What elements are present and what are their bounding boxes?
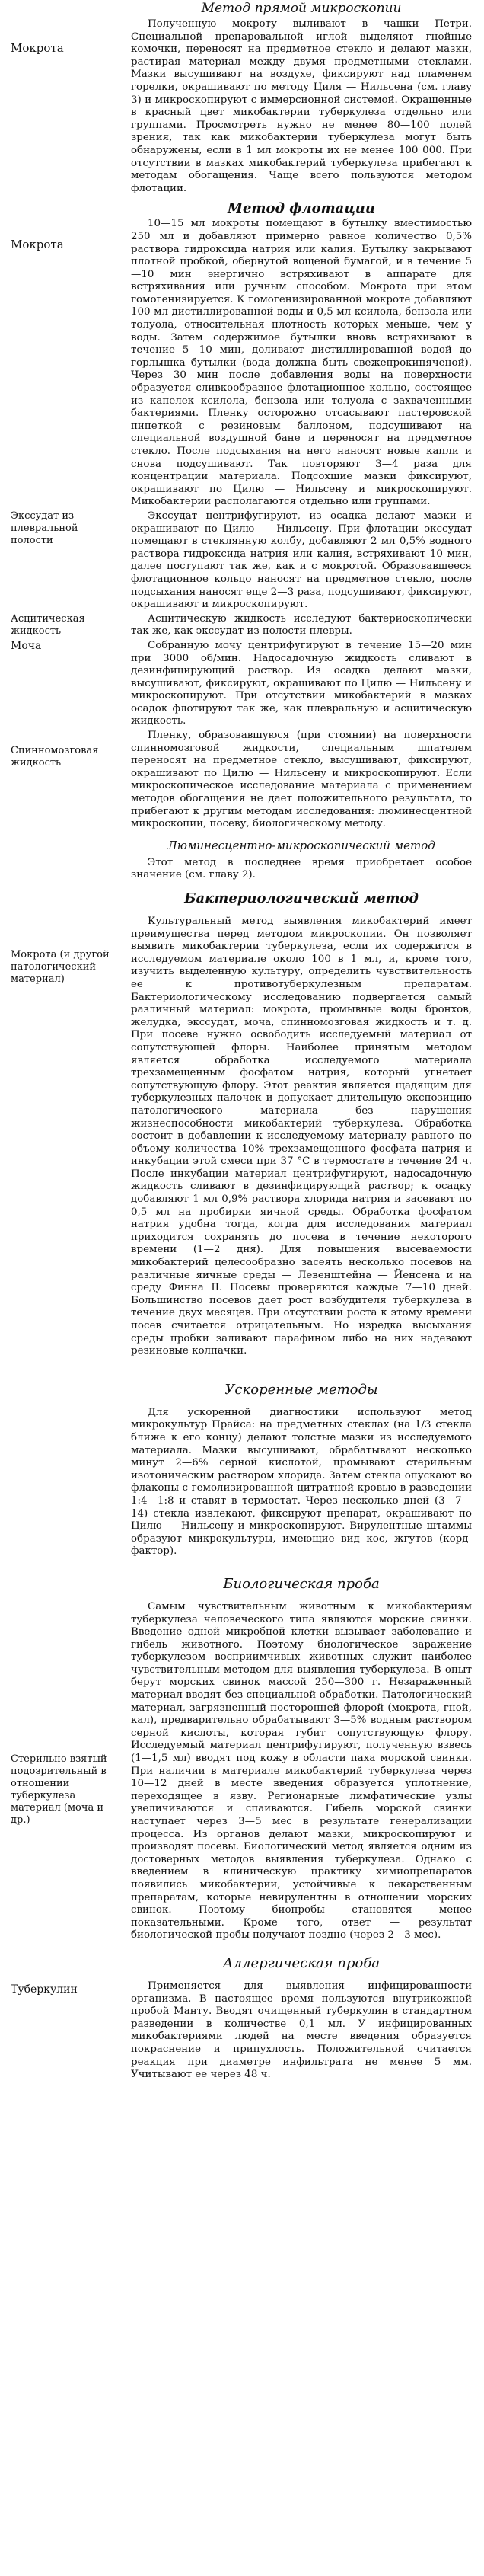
section-heading: Ускоренные методы [224,1381,378,1398]
section-heading: Люминесцентно-микроскопический метод [167,838,435,852]
section-text: Этот метод в последнее время приобретает особое значение (см. главу 2). [131,856,472,881]
side-label: Мокрота [11,238,64,252]
section-direct-microscopy [11,0,484,195]
section-text: Экссудат центрифугируют, из осадка делают мазки и окрашивают по Цилю — Нильсену. При флотации экссудат помещают в стеклянную колбу, добавляют 2 мл 0,5% водного раствора гидроксида натрия или калия, встряхивают 10 мин, далее поступают так же, как и с мокротой. Образовавшееся флотационное кольцо наносят на предметное стекло, после подсыхания наносят еще 2—3 раза, подсушивают, фиксируют, окрашивают и микроскопируют. [131,510,472,611]
section-text: Культуральный метод выявления микобактерий имеет преимущества перед методом микроскопии. Он позволяет выявить микобактерии туберкулеза, если их содержится в исследуемом материале около 100 в 1 мл, и, кроме того, изучить выделенную культуру, определить чувствительность ее к противотуберкулезным препаратам. Бактериологическому исследованию подвергается самый различный материал: мокрота, промывные воды бронхов, желудка, экссудат, моча, спинномозговая жидкость и т. д. При посеве нужно освободить исследуемый материал от сопутствующей флоры. Наиболее принятым методом является обработка исследуемого материала трехзамещенным фосфатом натрия, который угнетает сопутствующую флору. Этот реактив является щадящим для туберкулезных палочек и допускает длительную экспозицию патологического материала без нарушения жизнеспособности микобактерий туберкулеза. Обработка состоит в добавлении к исследуемому материалу равного по объему количества 10% трехзамещенного фосфата натрия и инкубации этой смеси при 37 °С в термостате в течение 24 ч. После инкубации материал центрифугируют, надосадочную жидкость сливают в дезинфицирующий раствор; к осадку добавляют 1 мл 0,9% раствора хлорида натрия и засевают по 0,5 мл на пробирки яичной среды. Обработка фосфатом натрия удобна тогда, когда для исследования материал приходится сохранять до посева в течение некоторого времени (1—2 дня). Для повышения высеваемости микобактерий целесообразно засеять несколько посевов на различные яичные среды — Левенштейна — Йенсена и на среду Финна II. Посевы проверяются каждые 7—10 дней. Большинство посевов дает рост возбудителя туберкулеза в течение двух месяцев. При отсутствии роста к этому времени посев считается отрицательным. Но изредка высыхания среды пробки заливают парафином либо на них надевают резиновые колпачки. [131,916,472,1357]
section-accelerated [11,1381,484,1558]
section-csf [11,730,484,831]
section-heading: Биологическая проба [223,1575,380,1592]
side-label: Мокрота (и другой патологический материал) [11,949,110,985]
side-label: Экссудат из плевральной полости [11,510,78,546]
section-text: 10—15 мл мокроты помещают в бутылку вместимостью 250 мл и добавляют примерно равное количество 0,5% раствора гидроксида натрия или калия. Бутылку закрывают плотной пробкой, обернутой вощеной бумагой, и в течение 5—10 мин энергично встряхивают в аппарате для встряхивания или ручным способом. Мокрота при этом гомогенизируется. К гомогенизированной мокроте добавляют 100 мл дистиллированной воды и 0,5 мл ксилола, бензола или толуола, относительная плотность которых меньше, чем у воды. Затем содержимое бутылки вновь встряхивают в течение 5—10 мин, доливают дистиллированной водой до горлышка бутылки (вода должна быть свежепрокипяченой). Через 30 мин после добавления воды на поверхности образуется сливкообразное флотационное кольцо, состоящее из капелек ксилола, бензола или толуола с захваченными бактериями. Пленку осторожно отсасывают пастеровской пипеткой с резиновым баллоном, подсушивают на специальной воздушной бане и переносят на предметное стекло. После подсыхания на него наносят новые капли и снова подсушивают. Так повторяют 3—4 раза для концентрации материала. Подсохшие мазки фиксируют, окрашивают по Цилю — Нильсену и микроскопируют. Микобактерии располагаются отдельно или группами. [131,218,472,508]
section-bacteriological [11,890,484,1358]
section-ascites [11,613,484,638]
section-heading: Бактериологический метод [184,890,419,906]
section-text: Для ускоренной диагностики используют метод микрокультур Прайса: на предметных стеклах (на 1/3 стекла ближе к его концу) делают толстые мазки из исследуемого материала. Мазки высушивают, обрабатывают несколько минут 2—6% серной кислотой, промывают стерильным изотоническим раствором хлорида. Затем стекла опускают во флаконы с гемолизированной цитратной кровью в разведении 1:4—1:8 и ставят в термостат. Через несколько дней (3—7—14) стекла извлекают, фиксируют препарат, окрашивают по Цилю — Нильсену и микроскопируют. Вирулентные штаммы образуют микрокультуры, имеющие вид кос, жгутов (корд-фактор). [131,1406,472,1558]
section-text: Пленку, образовавшуюся (при стоянии) на поверхности спинномозговой жидкости, специальным шпателем переносят на предметное стекло, высушивают, фиксируют, окрашивают по Цилю — Нильсену и микроскопируют. Если микроскопическое исследование материала с применением методов обогащения не дает положительного результата, то прибегают к другим методам исследования: люминесцентной микроскопии, посеву, биологическому методу. [131,730,472,830]
side-label: Спинномозговая жидкость [11,745,99,769]
section-heading: Аллергическая проба [222,1954,381,1971]
side-label: Туберкулин [11,1983,78,1996]
section-flotation [11,200,484,509]
section-biological [11,1575,484,1942]
section-text: Применяется для выявления инфицированности организма. В настоящее время пользуются внутрикожной пробой Манту. Вводят очищенный туберкулин в стандартном разведении в количестве 0,1 мл. У инфицированных микобактериями людей на месте введения образуется покраснение и припухлость. Положительной считается реакция при диаметре инфильтрата не менее 5 мм. Учитывают ее через 48 ч. [131,1980,472,2081]
section-text: Полученную мокроту выливают в чашки Петри. Специальной препаровальной иглой выделяют гнойные комочки, переносят на предметное стекло и делают мазки, растирая материал между двумя предметными стеклами. Мазки высушивают на воздухе, фиксируют над пламенем горелки, окрашивают по методу Циля — Нильсена (см. главу 3) и микроскопируют с иммерсионной системой. Окрашенные в красный цвет микобактерии туберкулеза отдельно или группами. Просмотреть нужно не менее 80—100 полей зрения, так как микобактерии туберкулеза могут быть обнаружены, если в 1 мл мокроты их не менее 100 000. При отсутствии в мазках микобактерий туберкулеза прибегают к методам обогащения. Чаще всего пользуются методом флотации. [131,18,472,194]
section-text: Собранную мочу центрифугируют в течение 15—20 мин при 3000 об/мин. Надосадочную жидкость сливают в дезинфицирующий раствор. Из осадка делают мазки, высушивают, фиксируют, окрашивают по Цилю — Нильсену и микроскопируют. При отсутствии микобактерий в мазках осадок флотируют так же, как плевральную и асцитическую жидкость. [131,639,472,727]
section-allergic [11,1954,484,2082]
section-heading: Метод прямой микроскопии [201,1,402,16]
section-heading: Метод флотации [228,200,375,217]
side-label: Стерильно взятый подозрительный в отношении туберкулеза материал (моча и др.) [11,1753,107,1826]
side-label: Мокрота [11,41,64,55]
section-luminescent [11,837,484,882]
section-text: Асцитическую жидкость исследуют бактериоскопически так же, как экссудат из полости плевры. [131,612,472,638]
side-label: Асцитическая жидкость [11,612,85,637]
section-exudate [11,510,484,612]
section-text: Самым чувствительным животным к микобактериям туберкулеза человеческого типа являются морские свинки. Введение одной микробной клетки вызывает заболевание и гибель животного. Поэтому биологическое заражение туберкулезом восприимчивых животных служит наиболее чувствительным методом для выявления туберкулеза. В опыт берут морских свинок массой 250—300 г. Незараженный материал вводят без специальной обработки. Патологический материал, загрязненный посторонней флорой (мокрота, гной, кал), предварительно обрабатывают 3—5% водным раствором серной кислоты, которая губит сопутствующую флору. Исследуемый материал центрифугируют, полученную взвесь (1—1,5 мл) вводят под кожу в области паха морской свинки. При наличии в материале микобактерий туберкулеза через 10—12 дней в месте введения образуется уплотнение, переходящее в язву. Регионарные лимфатические узлы увеличиваются и спаиваются. Гибель морской свинки наступает через 3—5 мес в результате генерализации процесса. Из органов делают мазки, микроскопируют и производят посевы. Биологический метод является одним из достоверных методов выявления туберкулеза. Однако с введением в клиническую практику химиопрепаратов появились микобактерии, устойчивые к лекарственным препаратам, которые невирулентны в отношении морских свинок. Поэтому биопробы становятся менее показательными. Кроме того, ответ — результат биологической пробы получают поздно (через 2—3 мес). [131,1600,472,1942]
section-urine [11,640,484,728]
side-label: Моча [11,639,42,652]
